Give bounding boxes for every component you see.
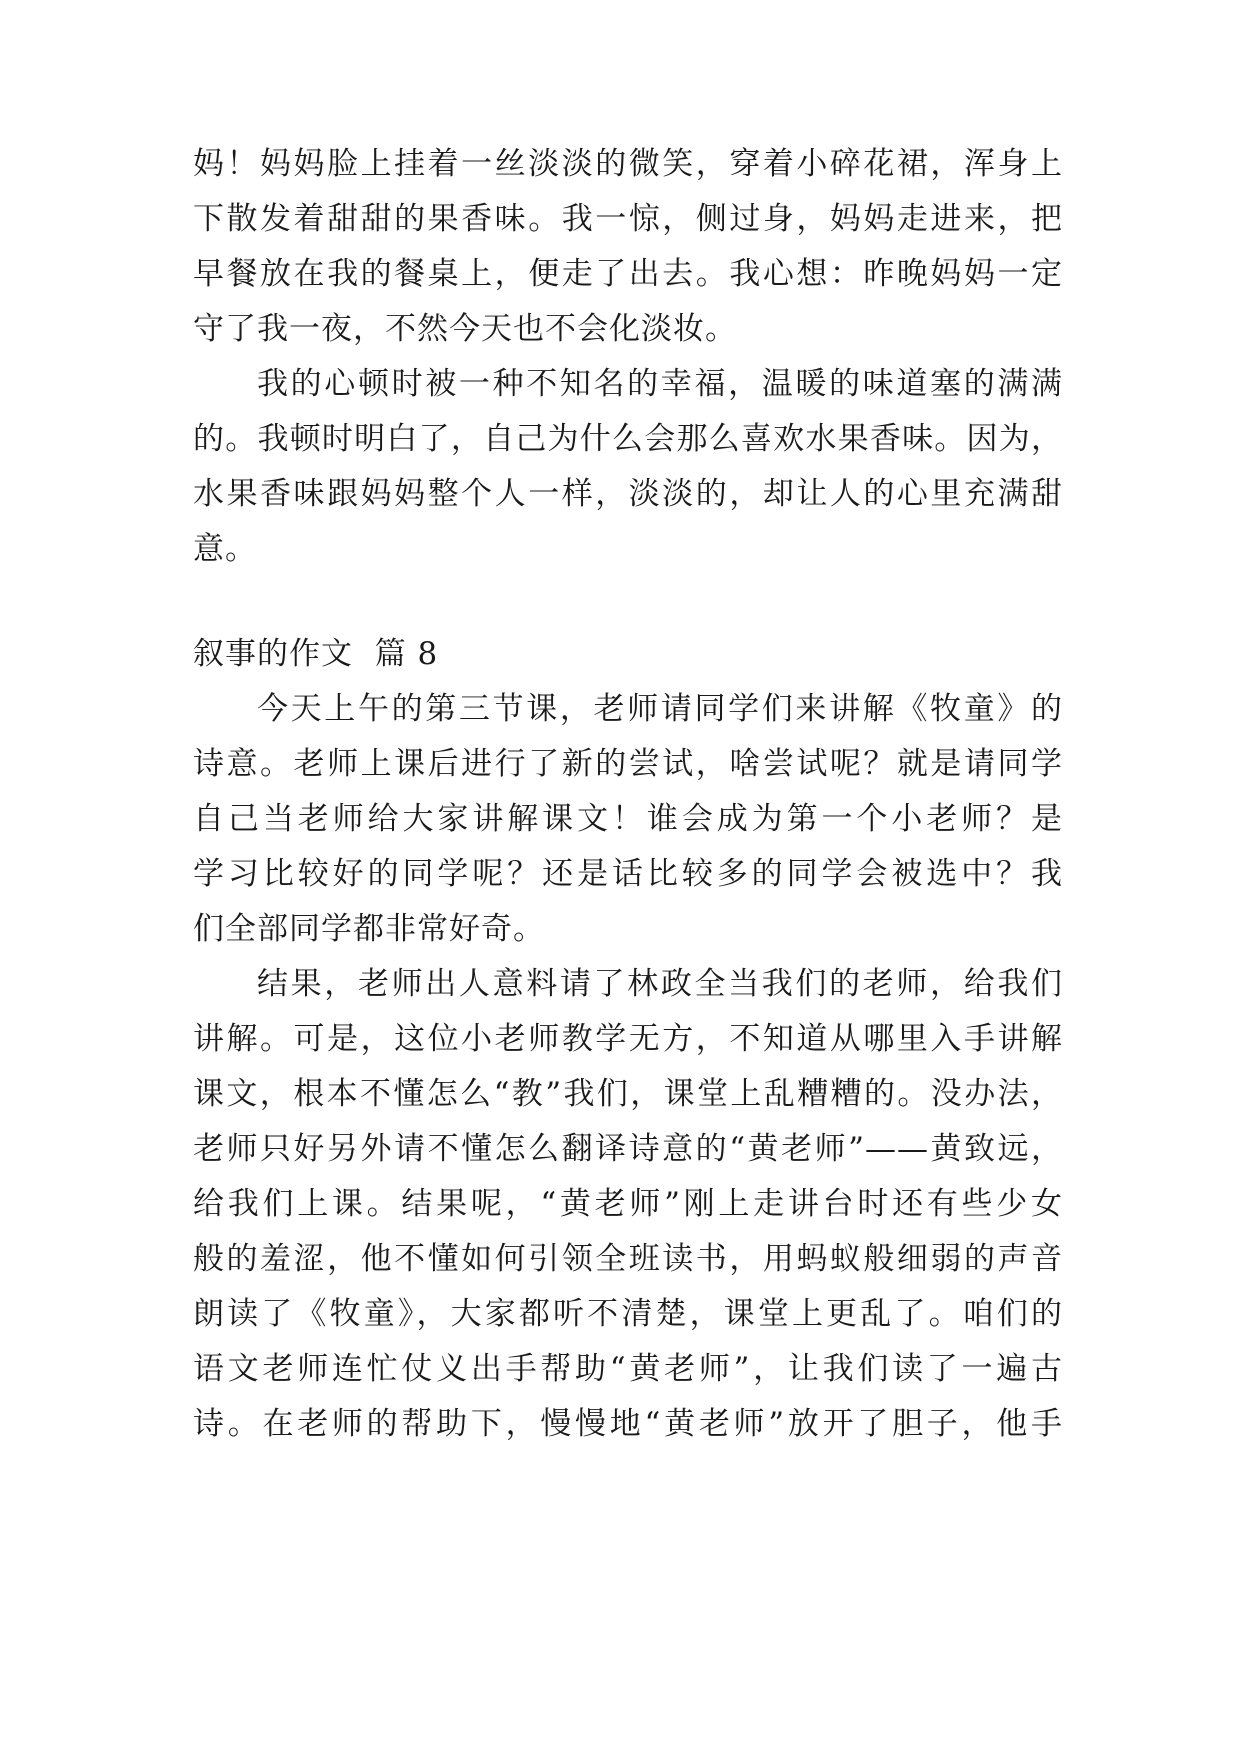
text-line: 语文老师连忙仗义出手帮助“黄老师”，让我们读了一遍古: [193, 1351, 1063, 1387]
text-line: 下散发着甜甜的果香味。我一惊，侧过身，妈妈走进来，把: [193, 201, 1063, 237]
text-line: 们全部同学都非常好奇。: [193, 911, 545, 947]
text-line: 般的羞涩，他不懂如何引领全班读书，用蚂蚁般细弱的声音: [193, 1241, 1063, 1277]
text-line: 老师只好另外请不懂怎么翻译诗意的“黄老师”——黄致远，: [193, 1131, 1063, 1167]
paragraph-start-line: 今天上午的第三节课，老师请同学们来讲解《牧童》的: [257, 691, 1063, 727]
text-line: 学习比较好的同学呢？还是话比较多的同学会被选中？我: [193, 856, 1063, 892]
text-line: 守了我一夜，不然今天也不会化淡妆。: [193, 311, 737, 347]
text-line: 意。: [193, 531, 257, 567]
section-heading: 叙事的作文 篇 8: [193, 636, 439, 672]
text-line: 妈！妈妈脸上挂着一丝淡淡的微笑，穿着小碎花裙，浑身上: [193, 146, 1063, 182]
text-line: 的。我顿时明白了，自己为什么会那么喜欢水果香味。因为，: [193, 421, 1063, 457]
text-line: 诗意。老师上课后进行了新的尝试，啥尝试呢？就是请同学: [193, 746, 1063, 782]
paragraph-start-line: 我的心顿时被一种不知名的幸福，温暖的味道塞的满满: [257, 366, 1063, 402]
text-line: 讲解。可是，这位小老师教学无方，不知道从哪里入手讲解: [193, 1021, 1063, 1057]
text-line: 自己当老师给大家讲解课文！谁会成为第一个小老师？是: [193, 801, 1063, 837]
paragraph-start-line: 结果，老师出人意料请了林政全当我们的老师，给我们: [257, 966, 1063, 1002]
text-line: 早餐放在我的餐桌上，便走了出去。我心想：昨晚妈妈一定: [193, 256, 1063, 292]
text-line: 给我们上课。结果呢，“黄老师”刚上走讲台时还有些少女: [193, 1186, 1063, 1222]
text-line: 朗读了《牧童》，大家都听不清楚，课堂上更乱了。咱们的: [193, 1296, 1063, 1332]
text-line: 诗。在老师的帮助下，慢慢地“黄老师”放开了胆子，他手: [193, 1406, 1063, 1442]
text-line: 水果香味跟妈妈整个人一样，淡淡的，却让人的心里充满甜: [193, 476, 1063, 512]
text-line: 课文，根本不懂怎么“教”我们，课堂上乱糟糟的。没办法，: [193, 1076, 1063, 1112]
